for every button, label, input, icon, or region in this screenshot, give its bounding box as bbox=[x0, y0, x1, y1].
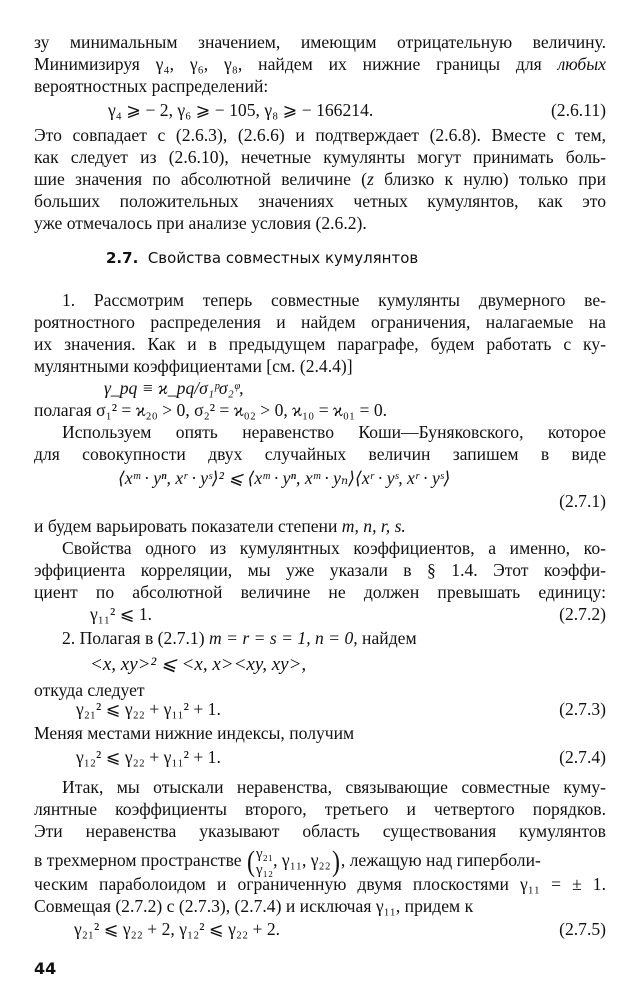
section-number: 2.7. bbox=[106, 249, 139, 267]
text-line: как следует из (2.6.10), нечетные кумулянты могут принимать боль- bbox=[34, 147, 606, 167]
text-line: Совмещая (2.7.2) с (2.7.3), (2.7.4) и исключая γ₁₁, придем к bbox=[34, 896, 474, 916]
text-line: зу минимальным значением, имеющим отрицательную величину. bbox=[34, 32, 606, 52]
text-line: циент по абсолютной величине не должен превышать единицу: bbox=[34, 582, 606, 602]
text-line: Свойства одного из кумулянтных коэффициентов, а именно, ко- bbox=[62, 538, 606, 558]
text-line: для совокупности двух случайных величин запишем в виде bbox=[34, 444, 606, 464]
text-line: больших положительных значениях четных кумулянтов, как это bbox=[34, 191, 606, 211]
text-line: полагая σ₁² = ϰ₂₀ > 0, σ₂² = ϰ₀₂ > 0, ϰ₁₀ = ϰ₀₁ = 0. bbox=[34, 400, 388, 420]
equation-body: γ₄ ⩾ − 2, γ₆ ⩾ − 105, γ₈ ⩾ − 166214. bbox=[108, 100, 374, 120]
text-line: Минимизируя γ₄, γ₆, γ₈, найдем их нижние границы для любых bbox=[34, 54, 606, 74]
section-title: Свойства совместных кумулянтов bbox=[147, 249, 419, 267]
gamma-stack: γ₂₁ γ₁₂ bbox=[256, 846, 274, 878]
equation-number: (2.7.1) bbox=[559, 491, 606, 511]
page-number: 44 bbox=[34, 959, 57, 978]
text-line: вероятностных распределений: bbox=[34, 76, 269, 96]
text-line: уже отмечалось при анализе условия (2.6.2). bbox=[34, 213, 367, 233]
equation-number: (2.6.11) bbox=[550, 100, 606, 120]
equation-number: (2.7.5) bbox=[559, 919, 606, 939]
equation-number: (2.7.3) bbox=[559, 699, 606, 719]
text-line: их значения. Как и в предыдущем параграфе, будем работать с ку- bbox=[34, 334, 606, 354]
text-line: откуда следует bbox=[34, 680, 145, 700]
text-line: лянтные коэффициенты второго, третьего и четвертого порядков. bbox=[34, 799, 606, 819]
equation-body: <x, xy>² ⩽ <x, x><xy, xy>, bbox=[90, 654, 307, 675]
text-line: мулянтными коэффициентами [см. (2.4.4)] bbox=[34, 356, 353, 376]
text-line: Это совпадает с (2.6.3), (2.6.6) и подтверждает (2.6.8). Вместе с тем, bbox=[34, 125, 606, 145]
equation-number: (2.7.4) bbox=[559, 747, 606, 767]
text-line: роятностного распределения и найдем ограничения, налагаемые на bbox=[34, 312, 606, 332]
equation-body: γ_pq ≡ ϰ_pq/σ₁ᵖσ₂ᵠ, bbox=[104, 378, 244, 398]
equation-number: (2.7.2) bbox=[559, 604, 606, 624]
text-line: 2. Полагая в (2.7.1) m = r = s = 1, n = 0, найдем bbox=[62, 628, 417, 648]
text-line: Эти неравенства указывают область существования кумулянтов bbox=[34, 821, 606, 841]
text-line: Меняя местами нижние индексы, получим bbox=[34, 723, 355, 743]
text-line: в трехмерном пространстве (γ₂₁ γ₁₂, γ₁₁, γ₂₂), лежащую над гиперболи- bbox=[34, 845, 541, 878]
equation-body: ⟨xᵐ · yⁿ, xʳ · yˢ⟩² ⩽ ⟨xᵐ · yⁿ, xᵐ · yₙ⟩⟨xʳ · yˢ, xʳ · yˢ⟩ bbox=[118, 468, 451, 488]
text-line: и будем варьировать показатели степени m, n, r, s. bbox=[34, 516, 406, 536]
section-heading bbox=[106, 247, 639, 269]
text-line: ческим параболоидом и ограниченную двумя плоскостями γ₁₁ = ± 1. bbox=[34, 874, 606, 894]
text-line: шие значения по абсолютной величине (z близко к нулю) только при bbox=[34, 169, 606, 189]
text-line: Используем опять неравенство Коши—Буняковского, которое bbox=[62, 422, 606, 442]
equation-body: γ₂₁² ⩽ γ₂₂ + 2, γ₁₂² ⩽ γ₂₂ + 2. bbox=[74, 919, 281, 939]
equation-body: γ₁₂² ⩽ γ₂₂ + γ₁₁² + 1. bbox=[76, 747, 221, 767]
equation-body: γ₁₁² ⩽ 1. bbox=[90, 604, 153, 624]
equation-body: γ₂₁² ⩽ γ₂₂ + γ₁₁² + 1. bbox=[76, 699, 221, 719]
text-line: 1. Рассмотрим теперь совместные кумулянты двумерного ве- bbox=[62, 290, 606, 310]
text-line: эффициента корреляции, мы уже указали в § 1.4. Этот коэффи- bbox=[34, 560, 606, 580]
text-line: Итак, мы отыскали неравенства, связывающие совместные куму- bbox=[62, 777, 606, 797]
